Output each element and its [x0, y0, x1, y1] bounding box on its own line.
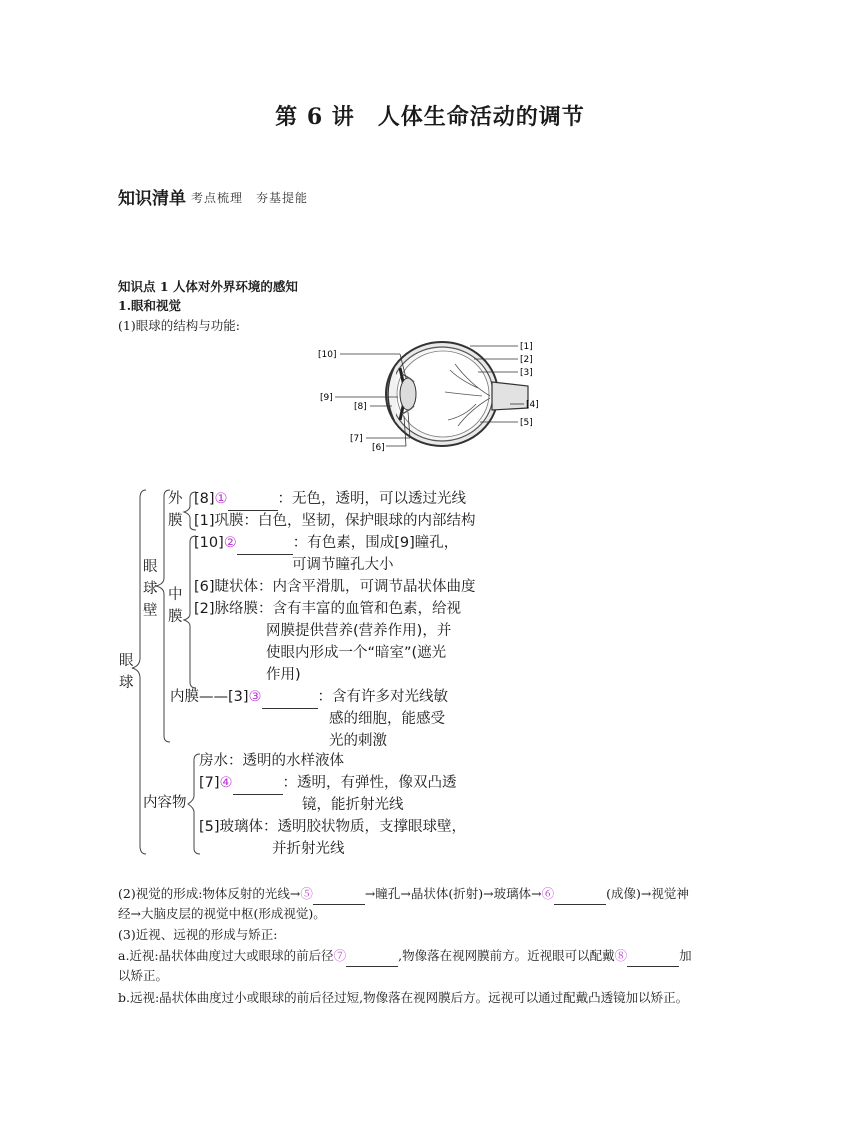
inner-item-desc-l2: 感的细胞，能感受 — [329, 711, 445, 727]
myopia-text-a: a.近视:晶状体曲度过大或眼球的前后径 — [118, 948, 334, 963]
middle-item-iris — [194, 532, 458, 555]
tree-root-label: 眼 球 — [119, 653, 134, 691]
content-item-vitreous-l1: [5]玻璃体：透明胶状物质，支撑眼球壁， — [199, 819, 467, 835]
diagram-label-9: [9] — [320, 393, 333, 403]
vision-formation-text-a: (2)视觉的形成:物体反射的光线→ — [118, 886, 301, 901]
diagram-label-1: [1] — [520, 342, 533, 352]
outer-item-cornea — [194, 488, 466, 511]
content-item-lens-desc: ：透明，有弹性，像双凸透 — [282, 775, 457, 791]
diagram-label-5: [5] — [520, 418, 533, 428]
paragraph-myopia-hyperopia: (3)近视、远视的形成与矫正: — [118, 927, 278, 942]
blank-3[interactable] — [262, 686, 318, 709]
middle-item-choroid-l3: 使眼内形成一个“暗室”(遮光 — [266, 645, 447, 661]
subsection-title: 1.眼和视觉 — [118, 298, 182, 313]
myopia-line2: 以矫正。 — [118, 968, 169, 983]
myopia-text-b: ,物像落在视网膜前方。近视眼可以配戴 — [398, 948, 615, 963]
vision-formation-text-b: →瞳孔→晶状体(折射)→玻璃体→ — [364, 886, 542, 901]
paragraph-hyperopia: b.远视:晶状体曲度过小或眼球的前后径过短,物像落在视网膜后方。远视可以通过配戴凸透镜加以矫正。 — [118, 990, 689, 1005]
page-title: 第 6 讲 人体生命活动的调节 — [275, 104, 585, 130]
diagram-label-4: [4] — [526, 400, 539, 410]
outer-item-sclera: [1]巩膜：白色，坚韧，保护眼球的内部结构 — [194, 513, 476, 529]
middle-item-choroid-l4: 作用) — [266, 667, 301, 683]
blank-number-4: ④ — [219, 775, 233, 791]
section-title: 知识清单 — [118, 189, 186, 209]
tree-outer-label: 外 膜 — [168, 491, 183, 529]
content-item-lens — [199, 772, 457, 795]
tree-wall-label: 眼 球 壁 — [143, 559, 158, 619]
middle-item-choroid-l2: 网膜提供营养(营养作用)，并 — [266, 623, 452, 639]
inner-item-retina — [170, 686, 448, 709]
inner-item-prefix: 内膜——[3] — [170, 689, 249, 705]
middle-item-iris-cont: 可调节瞳孔大小 — [292, 557, 394, 573]
vision-formation-line2: 经→大脑皮层的视觉中枢(形成视觉)。 — [118, 906, 326, 921]
blank-number-6: ⑥ — [541, 886, 555, 901]
paragraph-vision-formation — [118, 884, 689, 905]
middle-item-ciliary: [6]睫状体：内含平滑肌，可调节晶状体曲度 — [194, 579, 476, 595]
blank-number-1: ① — [214, 491, 228, 507]
tree-contents-label: 内容物 — [143, 795, 187, 811]
inner-item-desc-l3: 光的刺激 — [329, 733, 387, 749]
section-subtitle: 考点梳理 夯基提能 — [191, 191, 309, 205]
tree-middle-label: 中 膜 — [168, 587, 183, 625]
content-item-aqueous: 房水：透明的水样液体 — [199, 753, 344, 769]
blank-6[interactable] — [554, 884, 606, 905]
middle-item-choroid-l1: [2]脉络膜：含有丰富的血管和色素，给视 — [194, 601, 462, 617]
myopia-text-c: 加 — [679, 948, 692, 963]
diagram-label-8: [8] — [354, 402, 367, 412]
subsection-item: (1)眼球的结构与功能: — [118, 318, 240, 333]
outer-item-cornea-desc: ：无色，透明，可以透过光线 — [277, 491, 467, 507]
blank-number-7: ⑦ — [333, 948, 347, 963]
blank-4[interactable] — [233, 772, 283, 795]
blank-number-2: ② — [223, 535, 237, 551]
middle-item-iris-desc: ：有色素，围成[9]瞳孔， — [292, 535, 459, 551]
content-item-vitreous-l2: 并折射光线 — [272, 841, 345, 857]
diagram-label-7: [7] — [350, 434, 363, 444]
outer-item-cornea-prefix: [8] — [194, 491, 215, 507]
diagram-label-2: [2] — [520, 355, 533, 365]
content-item-lens-prefix: [7] — [199, 775, 220, 791]
inner-item-desc-l1: ：含有许多对光线敏 — [317, 689, 449, 705]
knowledge-point-title: 知识点 1 人体对外界环境的感知 — [118, 279, 298, 294]
blank-number-3: ③ — [248, 689, 262, 705]
vision-formation-text-c: (成像)→视觉神 — [606, 886, 689, 901]
paragraph-myopia — [118, 946, 692, 967]
eyeball-diagram — [310, 334, 550, 456]
blank-2[interactable] — [237, 532, 293, 555]
blank-number-5: ⑤ — [300, 886, 313, 901]
blank-5[interactable] — [313, 884, 365, 905]
content-item-lens-cont: 镜，能折射光线 — [302, 797, 404, 813]
blank-number-8: ⑧ — [614, 948, 628, 963]
blank-8[interactable] — [627, 946, 679, 967]
diagram-label-10: [10] — [318, 350, 337, 360]
blank-1[interactable] — [228, 488, 278, 511]
blank-7[interactable] — [346, 946, 398, 967]
diagram-label-6: [6] — [372, 443, 385, 453]
diagram-label-3: [3] — [520, 368, 533, 378]
middle-item-iris-prefix: [10] — [194, 535, 224, 551]
